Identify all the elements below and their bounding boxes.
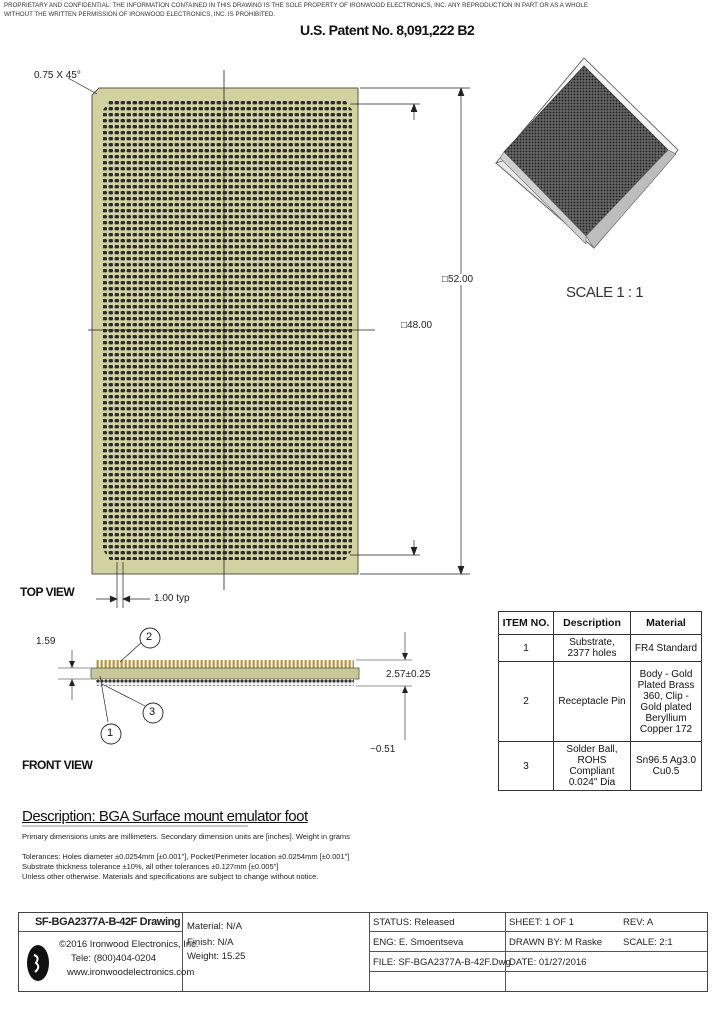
date: DATE: 01/27/2016 [509, 957, 587, 968]
front-dim-height: 2.57±0.25 [386, 669, 431, 680]
bom-description: Substrate, 2377 holes [554, 635, 631, 662]
callout-1: 1 [107, 727, 114, 739]
note-tolerances: Tolerances: Holes diameter ±0.0254mm [±0.001"], Pocket/Perimeter location ±0.0254mm [±0.001"] [22, 852, 350, 861]
bom-header-row [499, 612, 702, 635]
top-view-label: TOP VIEW [20, 585, 75, 599]
drawn-by: DRAWN BY: M Raske [509, 937, 603, 948]
ironwood-logo-icon [25, 943, 51, 983]
top-view-substrate [88, 70, 375, 590]
status: STATUS: Released [373, 917, 455, 928]
finish: Finish: N/A [187, 937, 234, 948]
front-dim-ball: ~0.51 [370, 744, 396, 755]
bom-description: Receptacle Pin [554, 662, 631, 742]
weight: Weight: 15.25 [187, 951, 246, 962]
dim-outer [360, 88, 470, 574]
title-block [18, 912, 708, 992]
website-link[interactable]: www.ironwoodelectronics.com [67, 967, 195, 978]
callout-3: 3 [149, 706, 156, 718]
copyright: ©2016 Ironwood Electronics, Inc. [59, 939, 199, 950]
table-row [499, 635, 702, 662]
bom-item: 1 [499, 635, 554, 662]
dim-outer-label: □52.00 [442, 274, 474, 285]
front-view-label: FRONT VIEW [22, 758, 93, 772]
bom-header-item: ITEM NO. [499, 612, 554, 635]
description-title: Description: BGA Surface mount emulator foot [22, 808, 308, 825]
bom-material: Body - Gold Plated Brass 360, Clip - Gold plated Beryllium Copper 172 [631, 662, 702, 742]
table-row [499, 742, 702, 791]
material: Material: N/A [187, 921, 242, 932]
confidential-notice-line1: PROPRIETARY AND CONFIDENTIAL: THE INFORMATION CONTAINED IN THIS DRAWING IS THE SOLE PROPERTY OF IRONWOOD ELECTRONICS, INC. ANY REPRODUCTION IN PART OR AS A WHOLE [4, 2, 588, 9]
sheet: SHEET: 1 OF 1 [509, 917, 574, 928]
bom-header-material: Material [631, 612, 702, 635]
revision: REV: A [623, 917, 654, 928]
engineer: ENG: E. Smoentseva [373, 937, 464, 948]
phone: Tele: (800)404-0204 [71, 953, 157, 964]
bom-material: Sn96.5 Ag3.0 Cu0.5 [631, 742, 702, 791]
chamfer-label: 0.75 X 45° [34, 70, 81, 81]
drawing-scale: SCALE: 2:1 [623, 937, 673, 948]
bom-item: 2 [499, 662, 554, 742]
callout-2: 2 [146, 631, 153, 643]
bom-description: Solder Ball, ROHS Compliant 0.024" Dia [554, 742, 631, 791]
drawing-name: SF-BGA2377A-B-42F Drawing [35, 916, 181, 928]
confidential-notice-line2: WITHOUT THE WRITTEN PERMISSION OF IRONWOOD ELECTRONICS, INC. IS PROHIBITED. [4, 11, 276, 18]
patent-number: U.S. Patent No. 8,091,222 B2 [300, 22, 475, 38]
table-row [499, 662, 702, 742]
note-units: Primary dimensions units are millimeters. Secondary dimension units are [inches]. Weight in grams [22, 832, 350, 841]
note-disclaimer: Unless other otherwise. Materials and specifications are subject to change without notice. [22, 872, 319, 881]
dim-inner-label: □48.00 [401, 320, 433, 331]
file-name: FILE: SF-BGA2377A-B-42F.Dwg [373, 957, 511, 968]
front-dim-left: 1.59 [36, 636, 56, 647]
bom-item: 3 [499, 742, 554, 791]
pitch-label: 1.00 typ [154, 593, 190, 604]
bill-of-materials [498, 611, 702, 791]
scale-label: SCALE 1 : 1 [566, 284, 644, 301]
iso-view [496, 58, 678, 248]
bom-header-description: Description [554, 612, 631, 635]
note-thickness: Substrate thickness tolerance ±10%, all other tolerances ±0.127mm [±0.005"] [22, 862, 279, 871]
bom-material: FR4 Standard [631, 635, 702, 662]
